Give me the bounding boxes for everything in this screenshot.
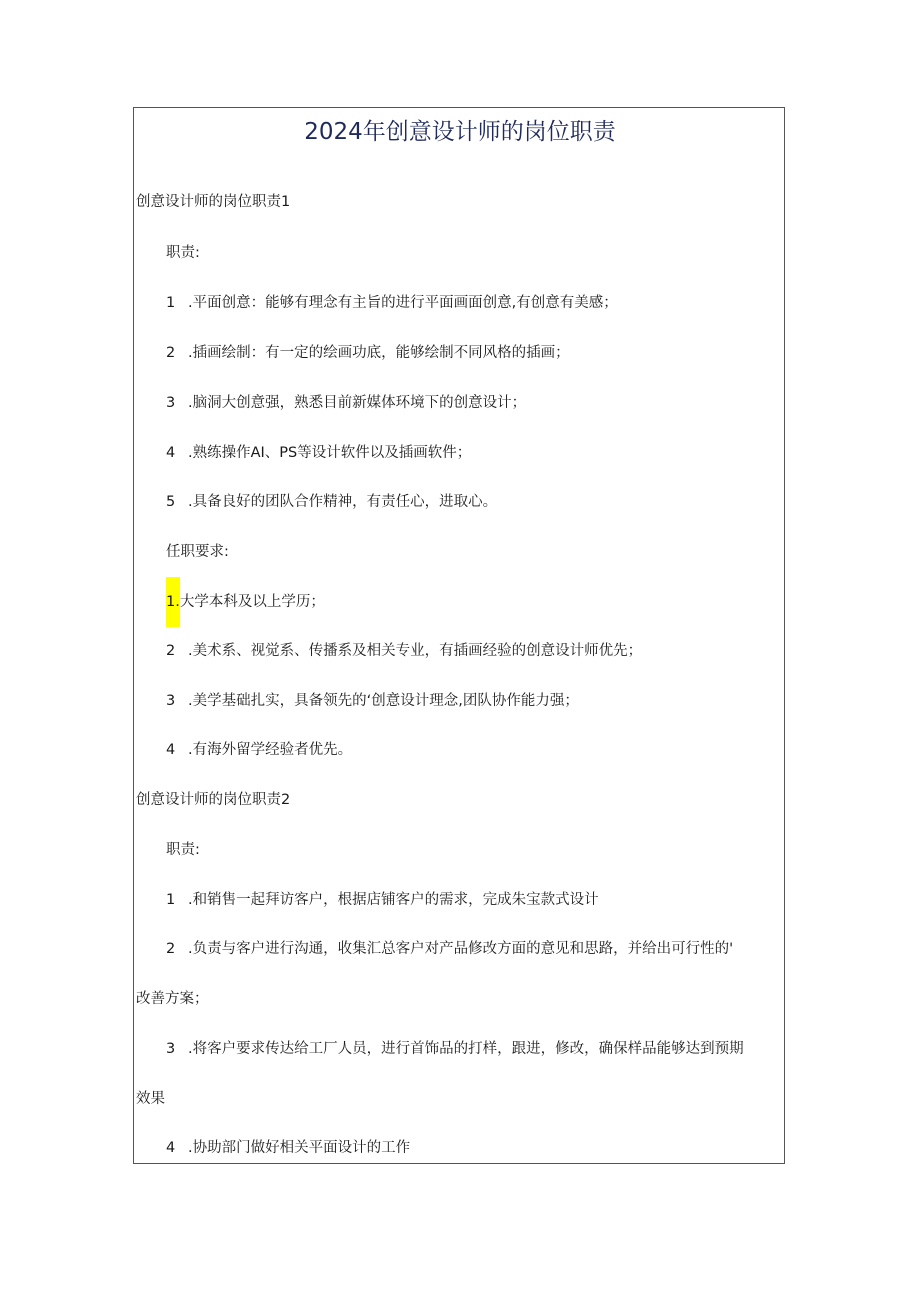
list-item xyxy=(166,1039,744,1059)
list-item-text: .协助部门做好相关平面设计的工作 xyxy=(188,1140,411,1156)
list-item-number: 5 xyxy=(166,494,176,510)
list-item-text: .平面创意：能够有理念有主旨的进行平面画面创意,有创意有美感； xyxy=(188,295,618,311)
document-title: 2024年创意设计师的岗位职责 xyxy=(304,119,616,145)
list-item xyxy=(166,592,325,612)
list-item-number: 1 xyxy=(166,295,176,311)
list-item-number: 2 xyxy=(166,941,176,957)
list-item xyxy=(166,890,599,910)
duties-label: 职责: xyxy=(166,245,200,261)
list-item xyxy=(166,939,733,959)
list-item-text: .脑洞大创意强，熟悉目前新媒体环境下的创意设计； xyxy=(188,395,527,411)
list-item xyxy=(166,1138,410,1158)
list-item-text: .有海外留学经验者优先。 xyxy=(188,742,353,758)
list-item-number: 3 xyxy=(166,693,176,709)
list-item xyxy=(166,740,352,760)
list-item xyxy=(166,641,642,661)
list-item-text: .负责与客户进行沟通，收集汇总客户对产品修改方面的意见和思路，并给出可行性的' xyxy=(188,941,734,957)
list-item-text: .插画绘制：有一定的绘画功底，能够绘制不同风格的插画； xyxy=(188,345,570,361)
list-item-number: 3 xyxy=(166,1041,176,1057)
list-item-number: 3 xyxy=(166,395,176,411)
list-item xyxy=(166,443,471,463)
list-item-number: 4 xyxy=(166,445,176,461)
list-item xyxy=(166,393,526,413)
list-item xyxy=(166,492,497,512)
list-item-text: .和销售一起拜访客户，根据店铺客户的需求，完成朱宝款式设计 xyxy=(188,892,599,908)
page-frame xyxy=(133,107,785,1164)
list-item-number: 1. xyxy=(166,594,180,610)
list-item xyxy=(166,293,618,313)
highlight-mark xyxy=(166,577,180,627)
duties-label: 职责: xyxy=(166,842,200,858)
list-item-text: .美学基础扎实，具备领先的‘创意设计理念,团队协作能力强； xyxy=(188,693,579,709)
list-item-text: .将客户要求传达给工厂人员，进行首饰品的打样，跟进，修改，确保样品能够达到预期 xyxy=(188,1041,744,1057)
list-item-text: .具备良好的团队合作精神，有责任心，进取心。 xyxy=(188,494,498,510)
list-item xyxy=(166,343,570,363)
section-heading: 创意设计师的岗位职责1 xyxy=(136,194,291,210)
list-item-number: 4 xyxy=(166,1140,176,1156)
list-item-number: 4 xyxy=(166,742,176,758)
requirements-label: 任职要求: xyxy=(166,544,229,560)
list-item-number: 2 xyxy=(166,345,176,361)
list-item-number: 2 xyxy=(166,643,176,659)
list-item xyxy=(166,691,579,711)
section-heading: 创意设计师的岗位职责2 xyxy=(136,792,291,808)
list-item-continuation: 效果 xyxy=(136,1091,165,1107)
list-item-number: 1 xyxy=(166,892,176,908)
list-item-continuation: 改善方案； xyxy=(136,991,209,1007)
list-item-text: .熟练操作AI、PS等设计软件以及插画软件； xyxy=(188,445,472,461)
list-item-text: 大学本科及以上学历； xyxy=(179,594,325,610)
list-item-text: .美术系、视觉系、传播系及相关专业，有插画经验的创意设计师优先； xyxy=(188,643,643,659)
